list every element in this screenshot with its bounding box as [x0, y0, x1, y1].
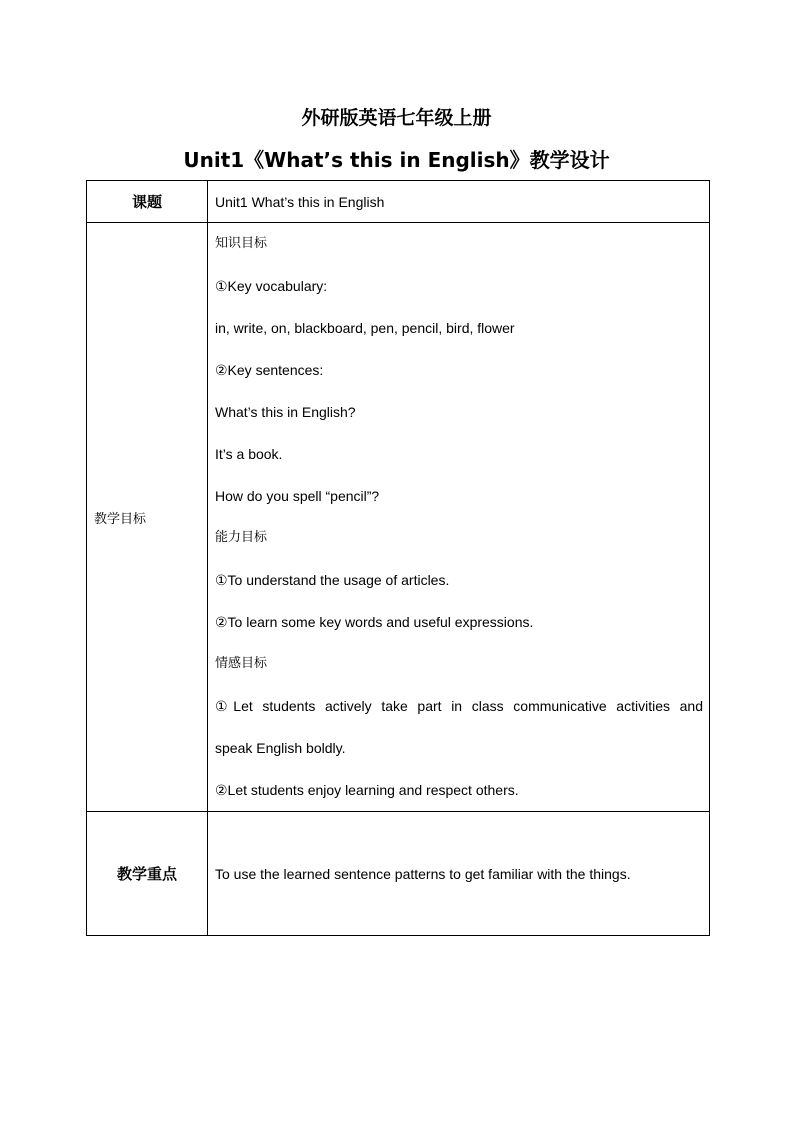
- sentence-2: It’s a book.: [215, 446, 283, 462]
- focus-value: To use the learned sentence patterns to get familiar with the things.: [208, 812, 710, 936]
- topic-label: 课题: [87, 181, 208, 223]
- document-subtitle: Unit1《What’s this in English》教学设计: [183, 148, 610, 172]
- ability-2: ②To learn some key words and useful expressions.: [215, 614, 534, 630]
- objectives-content: [208, 223, 710, 812]
- objectives-row: [87, 223, 710, 812]
- sentence-1: What’s this in English?: [215, 404, 356, 420]
- knowledge-heading: 知识目标: [215, 236, 268, 251]
- emotion-heading: 情感目标: [215, 656, 268, 671]
- topic-value: Unit1 What’s this in English: [208, 181, 710, 223]
- topic-row: [87, 181, 710, 223]
- sentences-label: ②Key sentences:: [215, 362, 324, 378]
- sentence-3: How do you spell “pencil”?: [215, 488, 380, 504]
- ability-heading: 能力目标: [215, 530, 268, 545]
- document-title: 外研版英语七年级上册: [301, 107, 492, 129]
- objectives-label: 教学目标: [87, 223, 208, 812]
- focus-label: 教学重点: [87, 812, 208, 936]
- ability-1: ①To understand the usage of articles.: [215, 572, 450, 588]
- vocab-label: ①Key vocabulary:: [215, 278, 328, 294]
- lesson-plan-table: [86, 180, 710, 936]
- emotion-1-part-1: ①Let students actively take part in class communicative activities and: [215, 698, 703, 714]
- focus-row: [87, 812, 710, 936]
- emotion-1-part-2: speak English boldly.: [215, 740, 346, 756]
- emotion-2: ②Let students enjoy learning and respect others.: [215, 782, 519, 798]
- vocab-list: in, write, on, blackboard, pen, pencil, bird, flower: [215, 320, 515, 336]
